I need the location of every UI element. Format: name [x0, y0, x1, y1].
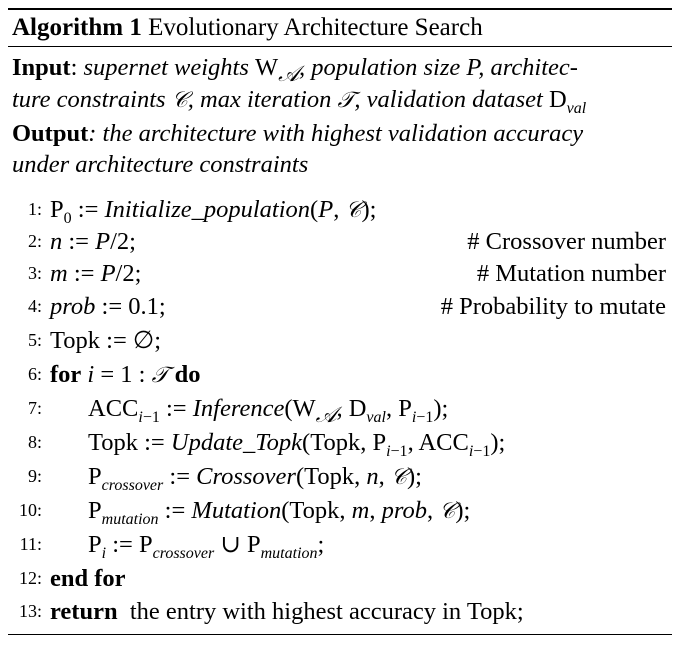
- output-label: Output: [12, 120, 89, 147]
- algo-line-10: 10: $P_{mutation}$ := Mutation(Topk, m, prob, 𝒞);: [18, 497, 471, 528]
- bottom-rule: [8, 634, 672, 635]
- algo-line-13: 13: return the entry with highest accuracy in Topk;: [18, 598, 524, 625]
- algorithm-label: Algorithm 1: [12, 14, 142, 41]
- algo-line-7: 7: $ACC_{i-1}$ := Inference(W𝒜, $D_{val}$, $P_{i-1}$);: [27, 395, 449, 428]
- input-spec: Input: supernet weights W𝒜, population size P, architec- ture constraints 𝒞, max iteration 𝒯, validation dataset $D_{val}$: [12, 54, 587, 117]
- algo-line-5: 5: Topk := ∅;: [27, 327, 162, 354]
- algo-line-8: 8: Topk := Update_Topk(Topk, $P_{i-1}$, $ACC_{i-1}$);: [27, 429, 506, 460]
- algorithm-caption: [12, 14, 483, 42]
- comment-mutation: # Mutation number: [476, 260, 666, 287]
- algo-line-6: 6: for i = 1 : 𝒯 do: [27, 361, 201, 388]
- comment-crossover: # Crossover number: [467, 228, 666, 255]
- algo-line-9: 9: $P_{crossover}$ := Crossover(Topk, n, 𝒞);: [27, 463, 422, 494]
- algo-line-12: 12: end for: [18, 565, 126, 592]
- algo-line-4: 4: prob := 0.1; # Probability to mutate: [8, 290, 672, 323]
- algo-line-11: 11: $P_i$ := $P_{crossover}$ ∪ $P_{mutation}$;: [19, 531, 325, 562]
- algo-line-1: 1: $P_0$ := Initialize_population(P, 𝒞);: [27, 196, 377, 227]
- input-label: Input: [12, 54, 71, 81]
- algorithm-title: Evolutionary Architecture Search: [148, 14, 483, 41]
- top-rule: [8, 8, 672, 10]
- caption-rule: [8, 46, 672, 47]
- algo-line-3: 3: m := P/2; # Mutation number: [8, 257, 672, 290]
- algo-line-2: 2: n := P/2; # Crossover number: [8, 225, 672, 258]
- output-spec: Output: the architecture with highest validation accuracy under architecture constraints: [12, 120, 584, 178]
- comment-probability: # Probability to mutate: [440, 293, 666, 320]
